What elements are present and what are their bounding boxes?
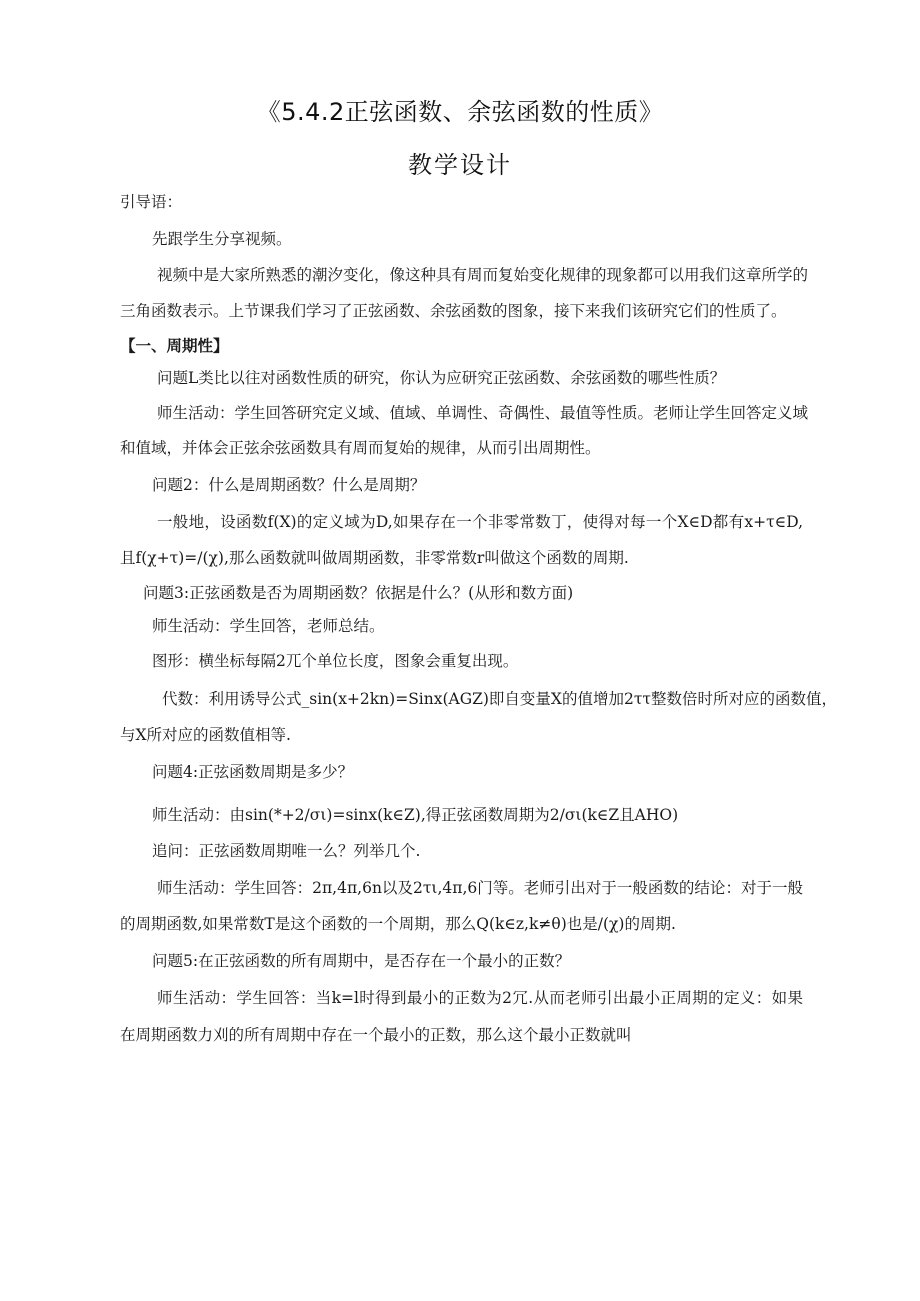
paragraph-line: 师生活动：学生回答：2π,4π,6n以及2τι,4π,6门等。老师引出对于一般函数的结论：对于一般 xyxy=(157,879,803,897)
paragraph-line: 问题2：什么是周期函数？什么是周期？ xyxy=(152,476,426,494)
paragraph-line: 三角函数表示。上节课我们学习了正弦函数、余弦函数的图象，接下来我们该研究它们的性质了。 xyxy=(120,302,787,320)
paragraph-line: 师生活动：学生回答：当k=l时得到最小的正数为2冗.从而老师引出最小正周期的定义：如果 xyxy=(157,989,803,1007)
paragraph-line: 追问：正弦函数周期唯一么？列举几个. xyxy=(152,842,421,860)
paragraph-line: 一般地，设函数f(X)的定义域为D,如果存在一个非零常数丁，使得对每一个X∈D都有x+τ∈D, xyxy=(157,513,803,531)
paragraph-line: 图形：横坐标每隔2兀个单位长度，图象会重复出现。 xyxy=(152,652,519,670)
paragraph-line: 代数：利用诱导公式_sin(x+2kn)=Sinx(AGZ)即自变量X的值增加2ττ整数倍时所对应的函数值， xyxy=(162,690,837,708)
paragraph-line: 和值域，并体会正弦余弦函数具有周而复始的规律，从而引出周期性。 xyxy=(120,439,601,457)
paragraph-line: 师生活动：学生回答，老师总结。 xyxy=(152,617,385,635)
paragraph-line: 先跟学生分享视频。 xyxy=(152,230,292,248)
paragraph-line: 视频中是大家所熟悉的潮汐变化，像这种具有周而复始变化规律的现象都可以用我们这章所学的 xyxy=(157,266,809,284)
paragraph-line: 问题4:正弦函数周期是多少？ xyxy=(152,763,354,781)
paragraph-line: 与X所对应的函数值相等. xyxy=(120,726,291,744)
section-heading: 【一、周期性】 xyxy=(120,337,229,355)
paragraph-line: 师生活动：由sin(*+2/σι)=sinx(k∈Z),得正弦函数周期为2/σι(k∈Z且AHO) xyxy=(152,806,679,824)
paragraph-line: 引导语： xyxy=(120,193,183,211)
paragraph-line: 问题5:在正弦函数的所有周期中，是否存在一个最小的正数？ xyxy=(152,952,571,970)
paragraph-line: 的周期函数,如果常数T是这个函数的一个周期，那么Q(k∈z,k≠θ)也是/(χ)的周期. xyxy=(120,915,676,933)
paragraph-line: 且f(χ+τ)=/(χ),那么函数就叫做周期函数，非零常数r叫做这个函数的周期. xyxy=(120,549,629,567)
paragraph-line: 问题L类比以往对函数性质的研究，你认为应研究正弦函数、余弦函数的哪些性质？ xyxy=(157,369,726,387)
document-title: 《5.4.2正弦函数、余弦函数的性质》 xyxy=(256,98,664,126)
paragraph-line: 问题3:正弦函数是否为周期函数？依据是什么？(从形和数方面) xyxy=(143,584,574,602)
paragraph-line: 在周期函数力刈的所有周期中存在一个最小的正数，那么这个最小正数就叫 xyxy=(120,1026,632,1044)
document-subtitle: 教学设计 xyxy=(408,151,512,179)
paragraph-line: 师生活动：学生回答研究定义域、值域、单调性、奇偶性、最值等性质。老师让学生回答定义域 xyxy=(157,404,809,422)
